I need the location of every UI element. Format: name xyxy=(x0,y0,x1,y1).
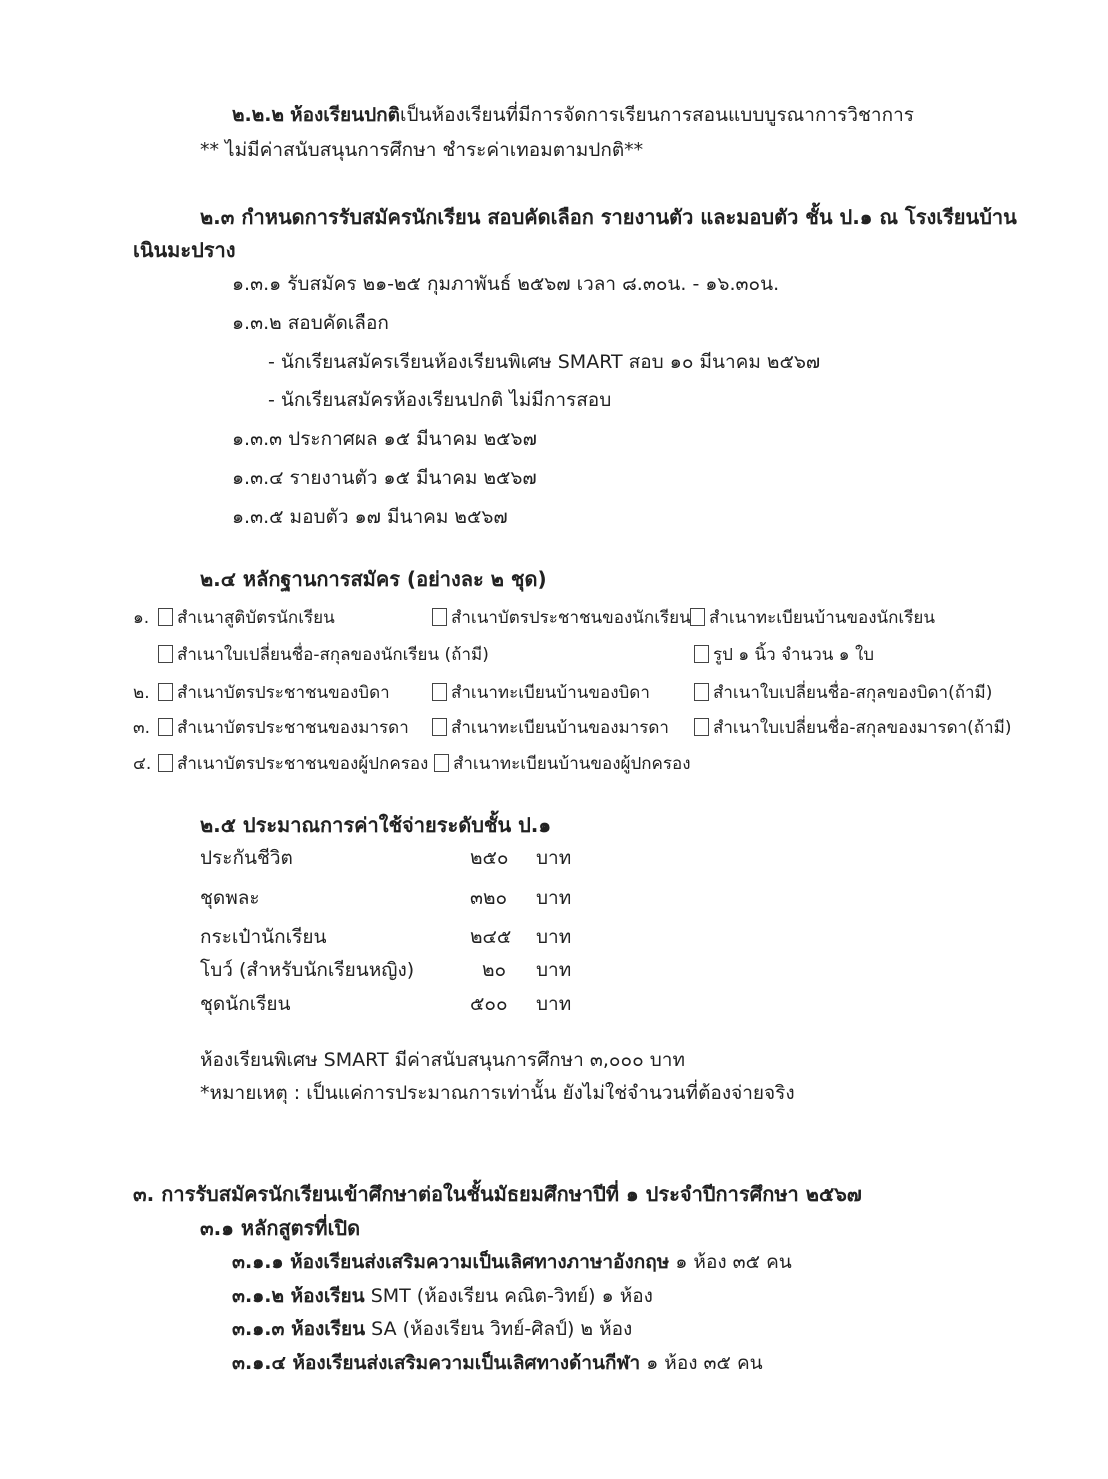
course-detail: ๑ ห้อง ๓๕ คน xyxy=(640,1352,763,1374)
cost-item: โบว์ (สำหรับนักเรียนหญิง) xyxy=(200,959,415,981)
doc-item xyxy=(690,606,935,630)
course-title: ๓.๑.๒ ห้องเรียน xyxy=(232,1285,365,1307)
section-2-3-heading-cont: เนินมะปราง xyxy=(133,238,236,262)
course-title: ๓.๑.๔ ห้องเรียนส่งเสริมความเป็นเลิศทางด้านกีฬา xyxy=(232,1352,641,1374)
checkbox[interactable] xyxy=(432,718,447,736)
cost-item: ชุดนักเรียน xyxy=(200,993,291,1015)
course-item xyxy=(232,1250,792,1274)
checkbox[interactable] xyxy=(690,608,705,626)
schedule-subitem: - นักเรียนสมัครเรียนห้องเรียนพิเศษ SMART สอบ ๑๐ มีนาคม ๒๕๖๗ xyxy=(268,351,821,373)
cost-amount: ๒๕๐ xyxy=(470,847,509,869)
doc-item xyxy=(434,752,691,776)
doc-item xyxy=(158,606,335,630)
section-2-5-heading: ๒.๕ ประมาณการค่าใช้จ่ายระดับชั้น ป.๑ xyxy=(200,813,552,837)
schedule-item: ๑.๓.๑ รับสมัคร ๒๑-๒๕ กุมภาพันธ์ ๒๕๖๗ เวลา ๘.๓๐น. - ๑๖.๓๐น. xyxy=(232,273,780,295)
section-title: ห้องเรียนปกติ xyxy=(290,104,400,126)
doc-item xyxy=(432,606,691,630)
checkbox[interactable] xyxy=(694,683,709,701)
smart-fee-note: ห้องเรียนพิเศษ SMART มีค่าสนับสนุนการศึกษา ๓,๐๐๐ บาท xyxy=(200,1049,686,1071)
remark: *หมายเหตุ : เป็นแค่การประมาณการเท่านั้น ยังไม่ใช่จำนวนที่ต้องจ่ายจริง xyxy=(200,1082,795,1104)
checkbox[interactable] xyxy=(432,683,447,701)
schedule-subitem: - นักเรียนสมัครห้องเรียนปกติ ไม่มีการสอบ xyxy=(268,389,612,411)
doc-label: สำเนาใบเปลี่ยนชื่อ-สกุลของนักเรียน (ถ้ามี) xyxy=(177,645,489,665)
cost-amount: ๕๐๐ xyxy=(470,993,508,1015)
checkbox[interactable] xyxy=(158,683,173,701)
checkbox[interactable] xyxy=(694,645,709,663)
checkbox[interactable] xyxy=(434,754,449,772)
doc-label: รูป ๑ นิ้ว จำนวน ๑ ใบ xyxy=(713,645,875,665)
course-item xyxy=(232,1284,653,1308)
cost-item: ประกันชีวิต xyxy=(200,847,293,869)
doc-item xyxy=(158,752,428,776)
doc-label: สำเนาบัตรประชาชนของมารดา xyxy=(177,718,409,738)
doc-label: สำเนาบัตรประชาชนของนักเรียน xyxy=(451,608,691,628)
section-2-3-heading: ๒.๓ กำหนดการรับสมัครนักเรียน สอบคัดเลือก รายงานตัว และมอบตัว ชั้น ป.๑ ณ โรงเรียนบ้าน xyxy=(200,205,1017,229)
checkbox[interactable] xyxy=(694,718,709,736)
doc-item xyxy=(158,643,489,667)
cost-item: กระเป๋านักเรียน xyxy=(200,926,327,948)
schedule-item: ๑.๓.๔ รายงานตัว ๑๕ มีนาคม ๒๕๖๗ xyxy=(232,467,537,489)
doc-row-number: ๔. xyxy=(133,754,152,774)
checkbox[interactable] xyxy=(158,718,173,736)
section-2-4-heading: ๒.๔ หลักฐานการสมัคร (อย่างละ ๒ ชุด) xyxy=(200,567,547,591)
course-title: ๓.๑.๑ ห้องเรียนส่งเสริมความเป็นเลิศทางภาษาอังกฤษ xyxy=(232,1251,670,1273)
section-2-2-2 xyxy=(232,103,914,127)
cost-amount: ๒๔๕ xyxy=(470,926,512,948)
cost-unit: บาท xyxy=(536,959,572,981)
schedule-item: ๑.๓.๕ มอบตัว ๑๗ มีนาคม ๒๕๖๗ xyxy=(232,506,508,528)
section-text: เป็นห้องเรียนที่มีการจัดการเรียนการสอนแบบบูรณาการวิชาการ xyxy=(400,104,914,126)
checkbox[interactable] xyxy=(158,608,173,626)
section-number: ๒.๒.๒ xyxy=(232,104,285,126)
doc-row-number: ๒. xyxy=(133,683,150,703)
doc-label: สำเนาบัตรประชาชนของผู้ปกครอง xyxy=(177,754,429,774)
course-item xyxy=(232,1351,763,1375)
cost-amount: ๓๒๐ xyxy=(470,887,508,909)
doc-row-number: ๓. xyxy=(133,718,151,738)
section-3-heading: ๓. การรับสมัครนักเรียนเข้าศึกษาต่อในชั้นมัธยมศึกษาปีที่ ๑ ประจำปีการศึกษา ๒๕๖๗ xyxy=(133,1182,862,1206)
schedule-item: ๑.๓.๒ สอบคัดเลือก xyxy=(232,312,389,334)
doc-label: สำเนาบัตรประชาชนของบิดา xyxy=(177,683,390,703)
doc-label: สำเนาใบเปลี่ยนชื่อ-สกุลของมารดา(ถ้ามี) xyxy=(713,718,1012,738)
fee-note: ** ไม่มีค่าสนับสนุนการศึกษา ชำระค่าเทอมตามปกติ** xyxy=(200,139,644,161)
cost-unit: บาท xyxy=(536,887,572,909)
schedule-item: ๑.๓.๓ ประกาศผล ๑๕ มีนาคม ๒๕๖๗ xyxy=(232,428,537,450)
doc-label: สำเนาทะเบียนบ้านของบิดา xyxy=(451,683,650,703)
course-item xyxy=(232,1317,632,1341)
cost-amount: ๒๐ xyxy=(482,959,507,981)
course-detail: ๑ ห้อง ๓๕ คน xyxy=(669,1251,792,1273)
doc-item xyxy=(158,716,409,740)
course-title: ๓.๑.๓ ห้องเรียน xyxy=(232,1318,366,1340)
course-detail: SMT (ห้องเรียน คณิต-วิทย์) ๑ ห้อง xyxy=(364,1285,653,1307)
checkbox[interactable] xyxy=(158,645,173,663)
doc-label: สำเนาทะเบียนบ้านของมารดา xyxy=(451,718,669,738)
cost-item: ชุดพละ xyxy=(200,887,260,909)
doc-item xyxy=(158,681,390,705)
section-3-1-heading: ๓.๑ หลักสูตรที่เปิด xyxy=(200,1216,361,1240)
doc-item xyxy=(432,716,669,740)
cost-unit: บาท xyxy=(536,926,572,948)
doc-label: สำเนาทะเบียนบ้านของผู้ปกครอง xyxy=(453,754,691,774)
doc-row-number: ๑. xyxy=(133,608,150,628)
doc-item xyxy=(694,681,992,705)
course-detail: SA (ห้องเรียน วิทย์-ศิลป์) ๒ ห้อง xyxy=(365,1318,633,1340)
doc-label: สำเนาทะเบียนบ้านของนักเรียน xyxy=(709,608,935,628)
doc-item xyxy=(694,716,1011,740)
doc-item xyxy=(694,643,874,667)
checkbox[interactable] xyxy=(158,754,173,772)
checkbox[interactable] xyxy=(432,608,447,626)
doc-item xyxy=(432,681,650,705)
doc-label: สำเนาสูติบัตรนักเรียน xyxy=(177,608,335,628)
doc-label: สำเนาใบเปลี่ยนชื่อ-สกุลของบิดา(ถ้ามี) xyxy=(713,683,993,703)
cost-unit: บาท xyxy=(536,847,572,869)
cost-unit: บาท xyxy=(536,993,572,1015)
